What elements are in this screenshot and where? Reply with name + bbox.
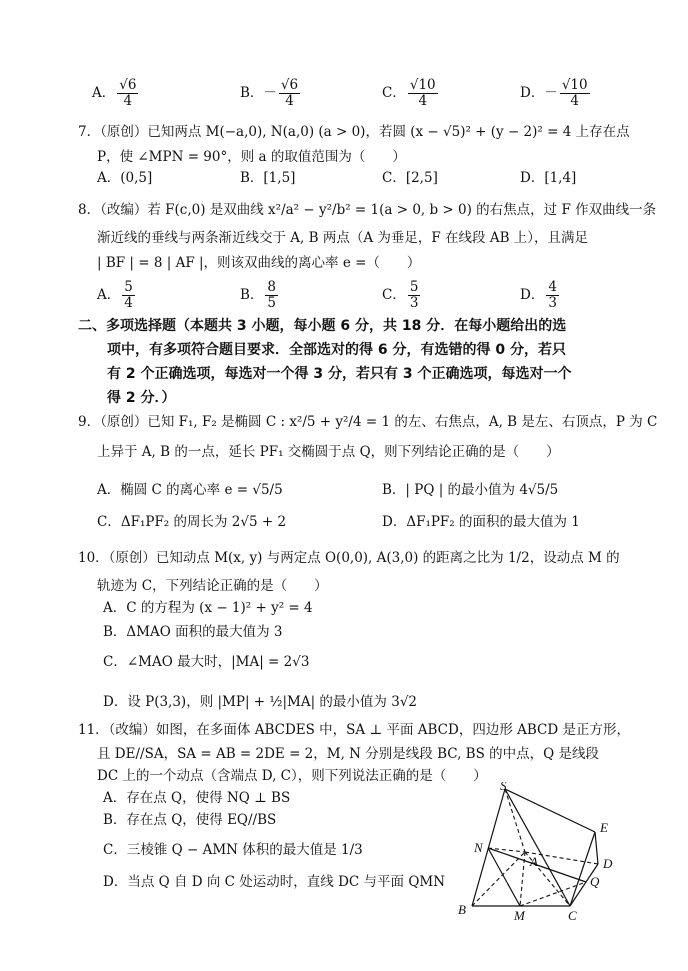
label-n: N [474, 840, 483, 855]
label-b: B [458, 902, 466, 917]
q8-option-c [382, 280, 422, 311]
q11-option-d: D．当点 Q 自 D 向 C 处运动时，直线 DC 与平面 QMN [103, 874, 446, 890]
label-q: Q [590, 874, 600, 889]
q7-option-a: A．(0,5] [97, 170, 153, 186]
q7-option-b: B．[1,5] [240, 170, 296, 186]
numerator: √6 [280, 77, 299, 93]
fraction [408, 280, 421, 311]
edge-ed [595, 832, 598, 864]
q10-option-a: A．C 的方程为 (x − 1)² + y² = 4 [103, 600, 313, 616]
numerator: 5 [409, 279, 419, 295]
label-c: C [568, 908, 577, 922]
fraction [265, 280, 278, 311]
q10-option-c: C．∠MAO 最大时，|MA| = 2√3 [103, 654, 310, 670]
section-heading-line-4: 得 2 分．） [107, 390, 176, 406]
numerator: 8 [267, 279, 277, 295]
option-letter: A． [97, 287, 121, 303]
numerator: 5 [124, 279, 133, 295]
option-letter: C． [382, 85, 406, 101]
label-s: S [500, 782, 507, 793]
q7-line-1: 7．（原创）已知两点 M(−a,0), N(a,0) (a > 0)，若圆 (x − √5)² + (y − 2)² = 4 上存在点 [78, 124, 630, 140]
q8-line-2: 渐近线的垂线与两条渐近线交于 A, B 两点（A 为垂足，F 在线段 AB 上），且满足 [97, 230, 589, 246]
q6-option-c [382, 78, 440, 109]
q10-option-d: D．设 P(3,3)，则 |MP| + ½|MA| 的最小值为 3√2 [103, 694, 418, 710]
edge-sc [505, 789, 570, 906]
q6-option-a [92, 78, 140, 109]
q11-line-1: 11．（改编）如图，在多面体 ABCDES 中，SA ⊥ 平面 ABCD，四边形 ABCD 是正方形， [78, 722, 630, 738]
denominator: 4 [418, 93, 428, 109]
section-heading-line-2: 项中，有多项符合题目要求．全部选对的得 6 分，有选错的得 0 分，若只 [107, 342, 566, 358]
denominator: 5 [267, 295, 277, 311]
option-letter: D． [520, 287, 545, 303]
fraction [560, 78, 590, 109]
numerator: √10 [561, 77, 588, 93]
q8-line-1: 8．（改编）若 F(c,0) 是双曲线 x²/a² − y²/b² = 1(a > 0, b > 0) 的右焦点，过 F 作双曲线一条 [78, 202, 657, 218]
q9-option-b: B．| PQ | 的最小值为 4√5/5 [382, 482, 559, 498]
fraction [279, 78, 300, 109]
numerator: √6 [119, 77, 137, 93]
q11-line-2: 且 DE//SA，SA = AB = 2DE = 2，M, N 分别是线段 BC, BS 的中点，Q 是线段 [97, 746, 599, 762]
denominator: 4 [124, 295, 133, 311]
edge-nm [488, 848, 520, 906]
q9-option-c: C．ΔF₁PF₂ 的周长为 2√5 + 2 [97, 514, 287, 530]
label-m: M [514, 908, 525, 922]
fraction [117, 78, 138, 109]
option-letter: D．－ [520, 85, 558, 101]
label-a: A [530, 854, 538, 869]
denominator: 3 [409, 295, 419, 311]
q7-option-d: D．[1,4] [520, 170, 577, 186]
q11-option-a: A．存在点 Q，使得 NQ ⊥ BS [103, 790, 291, 806]
q6-option-d [520, 78, 592, 109]
q7-option-c: C．[2,5] [382, 170, 438, 186]
q6-option-b [240, 78, 302, 109]
fraction [122, 280, 135, 311]
option-letter: B．－ [240, 85, 277, 101]
q11-line-3: DC 上的一个动点（含端点 D, C），则下列说法正确的是（ ） [97, 768, 487, 784]
q7-line-2: P，使 ∠MPN = 90°，则 a 的取值范围为（ ） [97, 149, 406, 165]
q11-option-b: B．存在点 Q，使得 EQ//BS [103, 812, 277, 828]
option-letter: C． [382, 287, 406, 303]
edge-se [505, 789, 595, 832]
q9-line-2: 上异于 A, B 的一点，延长 PF₁ 交椭圆于点 Q，则下列结论正确的是（ ） [97, 444, 560, 460]
polyhedron-figure [450, 782, 640, 922]
label-e: E [600, 820, 608, 835]
denominator: 4 [123, 93, 133, 109]
q9-option-a: A．椭圆 C 的离心率 e = √5/5 [97, 482, 283, 498]
denominator: 4 [570, 93, 580, 109]
section-heading-line-3: 有 2 个正确选项，每选对一个得 3 分，若只有 3 个正确选项，每选对一个 [107, 366, 572, 382]
q10-option-b: B．ΔMAO 面积的最大值为 3 [103, 624, 283, 640]
q10-line-2: 轨迹为 C，下列结论正确的是（ ） [97, 578, 328, 594]
edge-ec [570, 832, 595, 906]
label-d: D [603, 856, 613, 871]
section-heading-line-1: 二、多项选择题（本题共 3 小题，每小题 6 分，共 18 分．在每小题给出的选 [78, 318, 567, 334]
option-letter: A． [92, 85, 116, 101]
denominator: 3 [548, 295, 557, 311]
q11-option-c: C．三棱锥 Q − AMN 体积的最大值是 1/3 [103, 842, 363, 858]
q8-option-b [240, 280, 280, 311]
option-letter: B． [240, 287, 264, 303]
q8-option-a [97, 280, 137, 311]
q10-line-1: 10．（原创）已知动点 M(x, y) 与两定点 O(0,0), A(3,0) 的距离之比为 1/2，设动点 M 的 [78, 550, 620, 566]
numerator: 4 [548, 279, 557, 295]
fraction [546, 280, 559, 311]
q9-option-d: D．ΔF₁PF₂ 的面积的最大值为 1 [382, 514, 580, 530]
numerator: √10 [409, 77, 436, 93]
denominator: 4 [285, 93, 294, 109]
q9-line-1: 9．（原创）已知 F₁, F₂ 是椭圆 C : x²/5 + y²/4 = 1 的左、右焦点，A, B 是左、右顶点，P 为 C [78, 414, 658, 430]
q8-option-d [520, 280, 561, 311]
fraction [408, 78, 438, 109]
q8-line-3: | BF | = 8 | AF |，则该双曲线的离心率 e =（ ） [97, 255, 421, 271]
